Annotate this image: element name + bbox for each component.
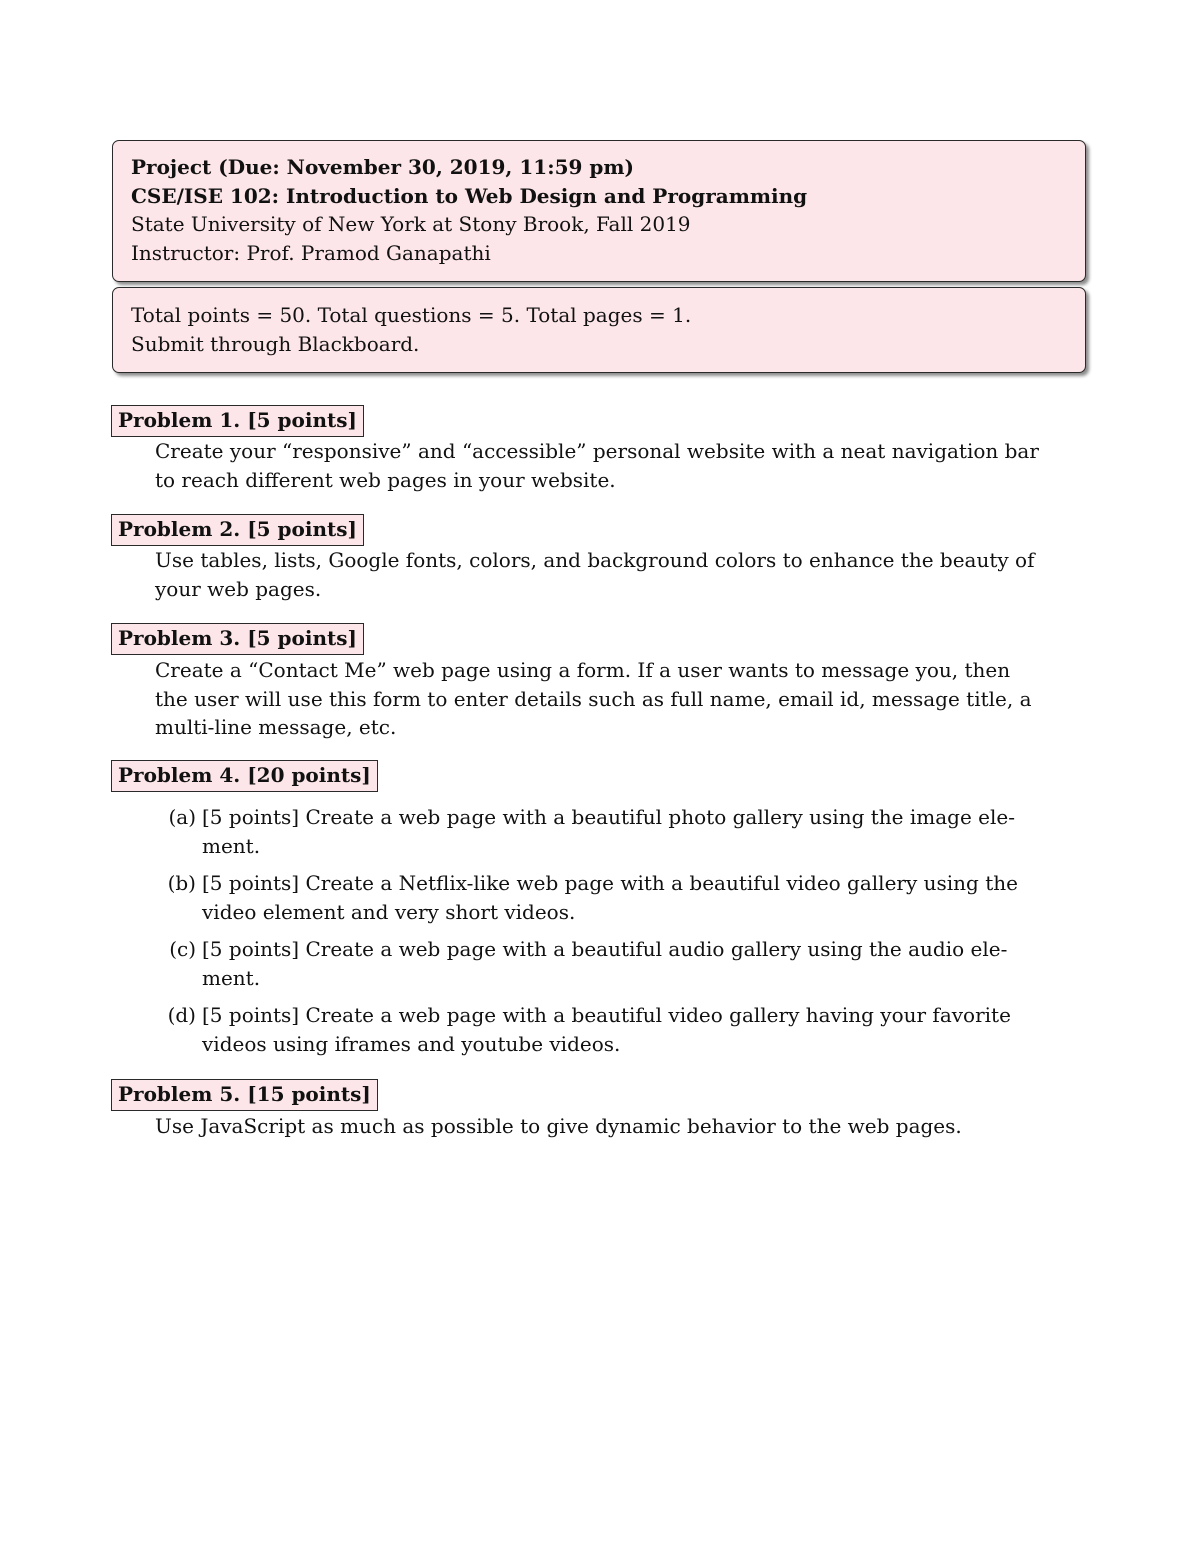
university-line: State University of New York at Stony Brook, Fall 2019 [131, 212, 691, 236]
problem-1-text [155, 437, 1089, 494]
problem-5-heading: Problem 5. [15 points] [111, 1079, 378, 1111]
problem-5-line-1: Use JavaScript as much as possible to give dynamic behavior to the web pages. [155, 1114, 962, 1138]
problem-3-line-2: the user will use this form to enter details such as full name, email id, message title, a [155, 686, 1032, 711]
problem-3-line-3: multi-line message, etc. [155, 715, 397, 739]
summary-box [112, 287, 1086, 373]
problem-2-line-2: your web pages. [155, 576, 322, 601]
course-header-box [112, 140, 1086, 282]
problem-3-text [155, 656, 1089, 742]
problem-1-line-1: Create your “responsive” and “accessible” personal website with a neat navigation bar [155, 439, 1039, 463]
course-title: CSE/ISE 102: Introduction to Web Design and Programming [131, 183, 808, 208]
problem-4c-line-2: ment. [202, 965, 261, 990]
problem-4d-line-2: videos using iframes and youtube videos. [202, 1031, 621, 1056]
problem-4d-label: (d) [167, 1003, 196, 1027]
problem-4b-label: (b) [167, 871, 196, 895]
problem-2-text [155, 546, 1089, 603]
problem-2-heading: Problem 2. [5 points] [111, 514, 364, 546]
problem-4a-label: (a) [168, 805, 196, 829]
problem-4-heading: Problem 4. [20 points] [111, 760, 378, 792]
problem-4c-text [202, 935, 1089, 992]
problem-4d-line-1: [5 points] Create a web page with a beautiful video gallery having your favorite [202, 1003, 1011, 1027]
problem-4d-text [202, 1001, 1089, 1058]
problem-4c-label: (c) [169, 937, 196, 961]
problem-2-line-1: Use tables, lists, Google fonts, colors, and background colors to enhance the beauty of [155, 548, 1035, 572]
problem-4a-line-2: ment. [202, 833, 261, 858]
problem-3-heading: Problem 3. [5 points] [111, 623, 364, 655]
problem-5-text [155, 1112, 1089, 1141]
problem-4b-line-1: [5 points] Create a Netflix-like web page with a beautiful video gallery using the [202, 871, 1018, 895]
totals-line: Total points = 50. Total questions = 5. Total pages = 1. [131, 303, 692, 327]
submission-line: Submit through Blackboard. [131, 331, 420, 356]
problem-3-line-1: Create a “Contact Me” web page using a form. If a user wants to message you, then [155, 658, 1011, 682]
problem-1-line-2: to reach different web pages in your website. [155, 467, 616, 492]
problem-4a-line-1: [5 points] Create a web page with a beautiful photo gallery using the image ele- [202, 805, 1015, 829]
problem-4c-line-1: [5 points] Create a web page with a beautiful audio gallery using the audio ele- [202, 937, 1008, 961]
project-due-line: Project (Due: November 30, 2019, 11:59 pm) [131, 155, 634, 179]
problem-4b-text [202, 869, 1089, 926]
instructor-line: Instructor: Prof. Pramod Ganapathi [131, 240, 491, 265]
problem-4b-line-2: video element and very short videos. [202, 899, 576, 924]
problem-4a-text [202, 803, 1089, 860]
problem-1-heading: Problem 1. [5 points] [111, 405, 364, 437]
